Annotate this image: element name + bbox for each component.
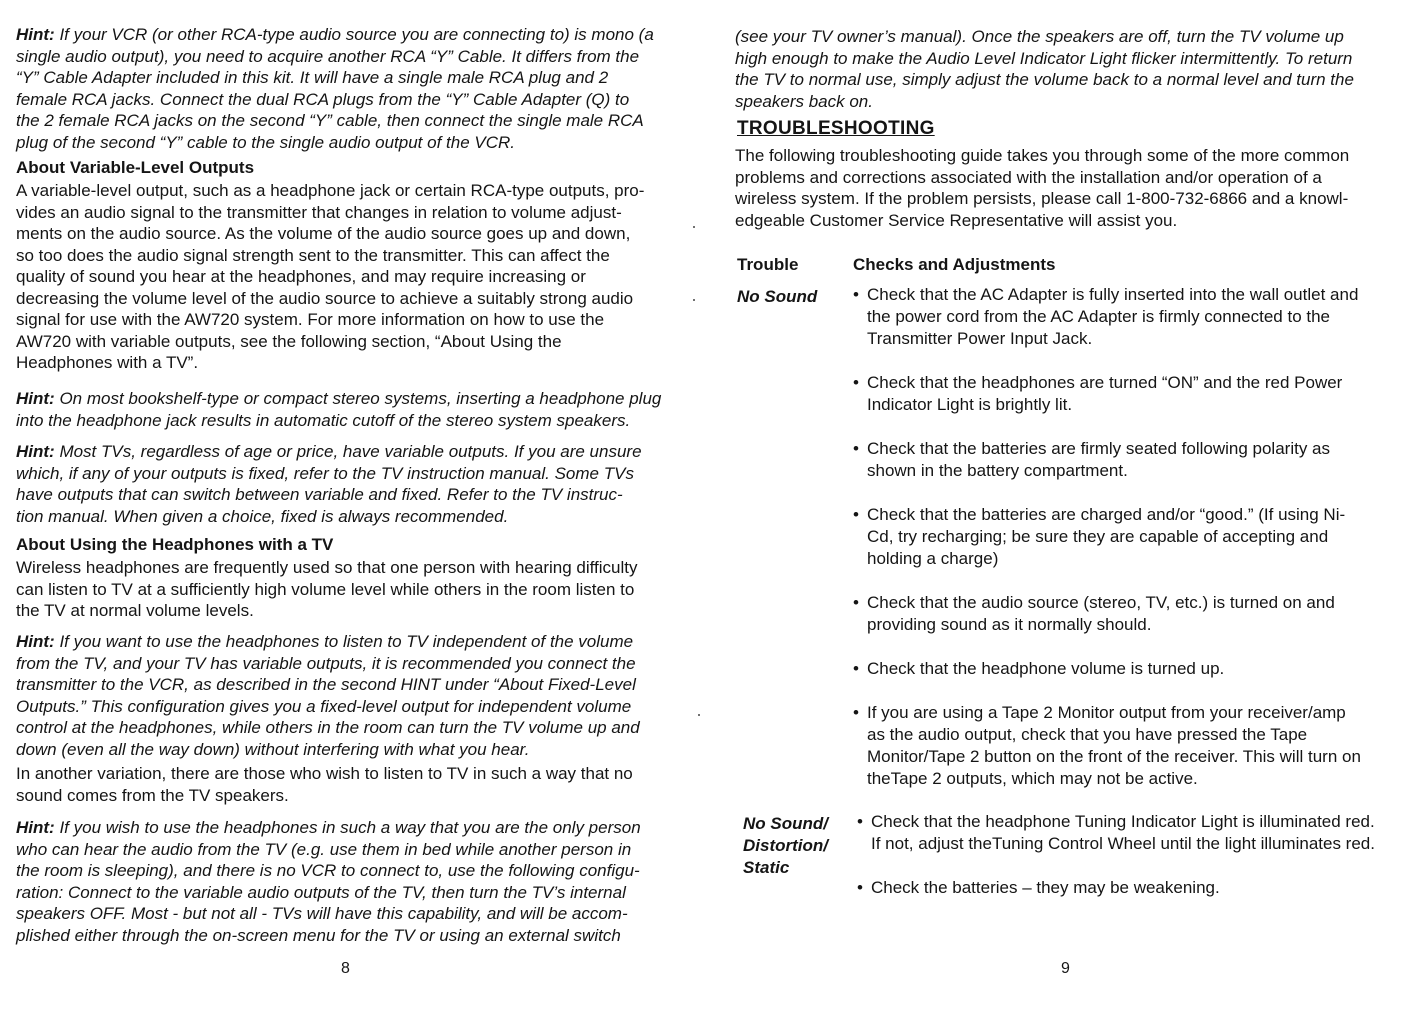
hint-line: down (even all the way down) without interfering with what you hear. <box>16 739 530 759</box>
hint-line: have outputs that can switch between variable and fixed. Refer to the TV instruc- <box>16 485 623 504</box>
body-line: problems and corrections associated with the installation and/or operation of a <box>735 167 1322 187</box>
body-line: decreasing the volume level of the audio source to achieve a suitably strong audio <box>16 288 634 308</box>
check-line: Check the batteries – they may be weakening. <box>871 878 1220 897</box>
hint-line: If you want to use the headphones to listen to TV independent of the volume <box>54 632 634 651</box>
hint-line: the room is sleeping), and there is no VCR to connect to, use the following configu- <box>16 861 640 880</box>
bullet: • <box>853 373 859 392</box>
page-9 <box>705 0 1405 1010</box>
heading-variable-level-outputs: About Variable-Level Outputs <box>16 158 255 177</box>
hint-label: Hint: <box>16 632 55 651</box>
check-item <box>853 658 1224 680</box>
bullet: • <box>857 812 863 831</box>
check-line: theTape 2 outputs, which may not be active. <box>867 769 1198 788</box>
hint-label: Hint: <box>16 25 55 44</box>
variable-level-paragraph <box>16 180 644 374</box>
scan-speck <box>698 714 700 716</box>
hint-bookshelf-stereo <box>16 388 661 431</box>
check-line: Check that the headphone Tuning Indicator Light is illuminated red. <box>871 812 1375 831</box>
hint-line: Outputs.” This configuration gives you a fixed-level output for independent volume <box>16 696 632 716</box>
scan-speck <box>693 226 695 228</box>
check-item <box>857 877 1220 899</box>
hint-line: plished either through the on-screen menu for the TV or using an external switch <box>16 925 621 945</box>
check-item <box>853 504 1345 570</box>
hint-line: the 2 female RCA jacks on the second “Y” cable, then connect the single male RCA <box>16 111 644 130</box>
page-8 <box>0 0 690 1010</box>
hint-line: If you wish to use the headphones in such a way that you are the only person <box>54 818 641 837</box>
check-line: If not, adjust theTuning Control Wheel until the light illuminates red. <box>871 834 1375 853</box>
check-line: Indicator Light is brightly lit. <box>867 395 1073 414</box>
bullet: • <box>853 703 859 722</box>
check-line: shown in the battery compartment. <box>867 461 1128 480</box>
bullet: • <box>853 439 859 458</box>
hint-line: speakers OFF. Most - but not all - TVs will have this capability, and will be accom- <box>16 904 628 923</box>
troubleshooting-title: TROUBLESHOOTING <box>737 118 935 139</box>
body-line: so too does the audio signal strength sent to the transmitter. This can affect the <box>16 245 610 265</box>
body-line: In another variation, there are those who wish to listen to TV in such a way that no <box>16 764 633 783</box>
column-header-checks: Checks and Adjustments <box>853 255 1056 274</box>
check-item <box>853 372 1342 416</box>
bullet: • <box>853 659 859 678</box>
check-line: If you are using a Tape 2 Monitor output from your receiver/amp <box>867 703 1346 722</box>
column-header-trouble: Trouble <box>737 255 799 274</box>
hint-line: “Y” Cable Adapter included in this kit. It will have a single male RCA plug and 2 <box>16 68 609 87</box>
hint-line: On most bookshelf-type or compact stereo systems, inserting a headphone plug <box>54 389 662 408</box>
hint-line: who can hear the audio from the TV (e.g. use them in bed while another person in <box>16 839 632 859</box>
check-line: Check that the headphones are turned “ON” and the red Power <box>867 373 1343 392</box>
hint-independent-volume <box>16 631 640 760</box>
body-line: Headphones with a TV”. <box>16 353 199 372</box>
bullet: • <box>853 505 859 524</box>
hint-line: control at the headphones, while others in the room can turn the TV volume up and <box>16 718 640 737</box>
body-line: the TV to normal use, simply adjust the volume back to a normal level and turn the <box>735 70 1354 89</box>
hint-line: into the headphone jack results in automatic cutoff of the stereo system speakers. <box>16 410 631 430</box>
trouble-line: Distortion/ <box>743 836 828 855</box>
body-line: The following troubleshooting guide takes you through some of the more common <box>735 146 1350 165</box>
bullet: • <box>857 878 863 897</box>
body-line: (see your TV owner’s manual). Once the speakers are off, turn the TV volume up <box>735 27 1344 46</box>
scan-speck <box>693 299 695 301</box>
trouble-distortion-static <box>743 813 828 879</box>
check-line: Check that the headphone volume is turned up. <box>867 659 1225 678</box>
check-line: Check that the batteries are charged and/or “good.” (If using Ni- <box>867 505 1346 524</box>
hint-line: which, if any of your outputs is fixed, refer to the TV instruction manual. Some TVs <box>16 463 634 483</box>
continued-paragraph <box>735 26 1354 112</box>
page-number: 9 <box>1061 960 1070 977</box>
check-item <box>853 438 1330 482</box>
body-line: can listen to TV at a sufficiently high volume level while others in the room listen to <box>16 579 635 599</box>
check-line: as the audio output, check that you have pressed the Tape <box>867 725 1308 744</box>
body-line: A variable-level output, such as a headphone jack or certain RCA-type outputs, pro- <box>16 181 645 200</box>
check-line: Check that the batteries are firmly seated following polarity as <box>867 439 1331 458</box>
trouble-line: No Sound/ <box>743 814 828 833</box>
check-line: the power cord from the AC Adapter is firmly connected to the <box>867 307 1331 326</box>
check-item <box>853 702 1361 790</box>
hint-tv-outputs <box>16 441 642 527</box>
hint-label: Hint: <box>16 818 55 837</box>
hint-line: tion manual. When given a choice, fixed is always recommended. <box>16 506 509 526</box>
hint-label: Hint: <box>16 389 55 408</box>
check-line: Check that the AC Adapter is fully inserted into the wall outlet and <box>867 285 1359 304</box>
check-item <box>853 284 1358 350</box>
troubleshooting-intro <box>735 145 1349 231</box>
body-line: wireless system. If the problem persists, please call 1-800-732-6866 and a knowl- <box>735 189 1349 208</box>
body-line: Wireless headphones are frequently used so that one person with hearing difficulty <box>16 558 638 577</box>
body-line: the TV at normal volume levels. <box>16 601 254 620</box>
check-line: Monitor/Tape 2 button on the front of the receiver. This will turn on <box>867 747 1361 766</box>
variation-paragraph <box>16 763 633 806</box>
hint-line: ration: Connect to the variable audio outputs of the TV, then turn the TV’s internal <box>16 882 626 902</box>
hint-mono-vcr <box>16 24 654 153</box>
bullet: • <box>853 285 859 304</box>
body-line: signal for use with the AW720 system. For more information on how to use the <box>16 310 605 329</box>
heading-headphones-with-tv: About Using the Headphones with a TV <box>16 535 334 554</box>
body-line: speakers back on. <box>735 91 873 111</box>
hint-label: Hint: <box>16 442 55 461</box>
check-line: Transmitter Power Input Jack. <box>867 329 1093 348</box>
body-line: vides an audio signal to the transmitter that changes in relation to volume adjust- <box>16 202 622 222</box>
hint-line: transmitter to the VCR, as described in the second HINT under “About Fixed-Level <box>16 675 636 694</box>
headphones-tv-paragraph <box>16 557 638 622</box>
hint-line: single audio output), you need to acquire another RCA “Y” Cable. It differs from the <box>16 46 640 66</box>
hint-line: from the TV, and your TV has variable outputs, it is recommended you connect the <box>16 653 636 673</box>
trouble-line: Static <box>743 858 790 877</box>
body-line: AW720 with variable outputs, see the following section, “About Using the <box>16 331 562 351</box>
check-item <box>853 592 1335 636</box>
body-line: ments on the audio source. As the volume of the audio source goes up and down, <box>16 224 631 243</box>
bullet: • <box>853 593 859 612</box>
check-line: holding a charge) <box>867 549 999 568</box>
hint-line: female RCA jacks. Connect the dual RCA plugs from the “Y” Cable Adapter (Q) to <box>16 89 630 109</box>
body-line: quality of sound you hear at the headphones, and may require increasing or <box>16 267 586 286</box>
trouble-no-sound: No Sound <box>737 287 818 306</box>
page-number: 8 <box>341 960 350 977</box>
body-line: high enough to make the Audio Level Indicator Light flicker intermittently. To return <box>735 48 1353 68</box>
check-line: Cd, try recharging; be sure they are capable of accepting and <box>867 527 1329 546</box>
hint-only-person <box>16 817 641 946</box>
body-line: edgeable Customer Service Representative will assist you. <box>735 210 1178 230</box>
hint-line: Most TVs, regardless of age or price, have variable outputs. If you are unsure <box>54 442 642 461</box>
check-line: providing sound as it normally should. <box>867 615 1152 634</box>
body-line: sound comes from the TV speakers. <box>16 785 289 805</box>
hint-line: If your VCR (or other RCA-type audio source you are connecting to) is mono (a <box>54 25 654 44</box>
check-line: Check that the audio source (stereo, TV, etc.) is turned on and <box>867 593 1335 612</box>
hint-line: plug of the second “Y” cable to the single audio output of the VCR. <box>16 132 515 152</box>
check-item <box>857 811 1375 855</box>
